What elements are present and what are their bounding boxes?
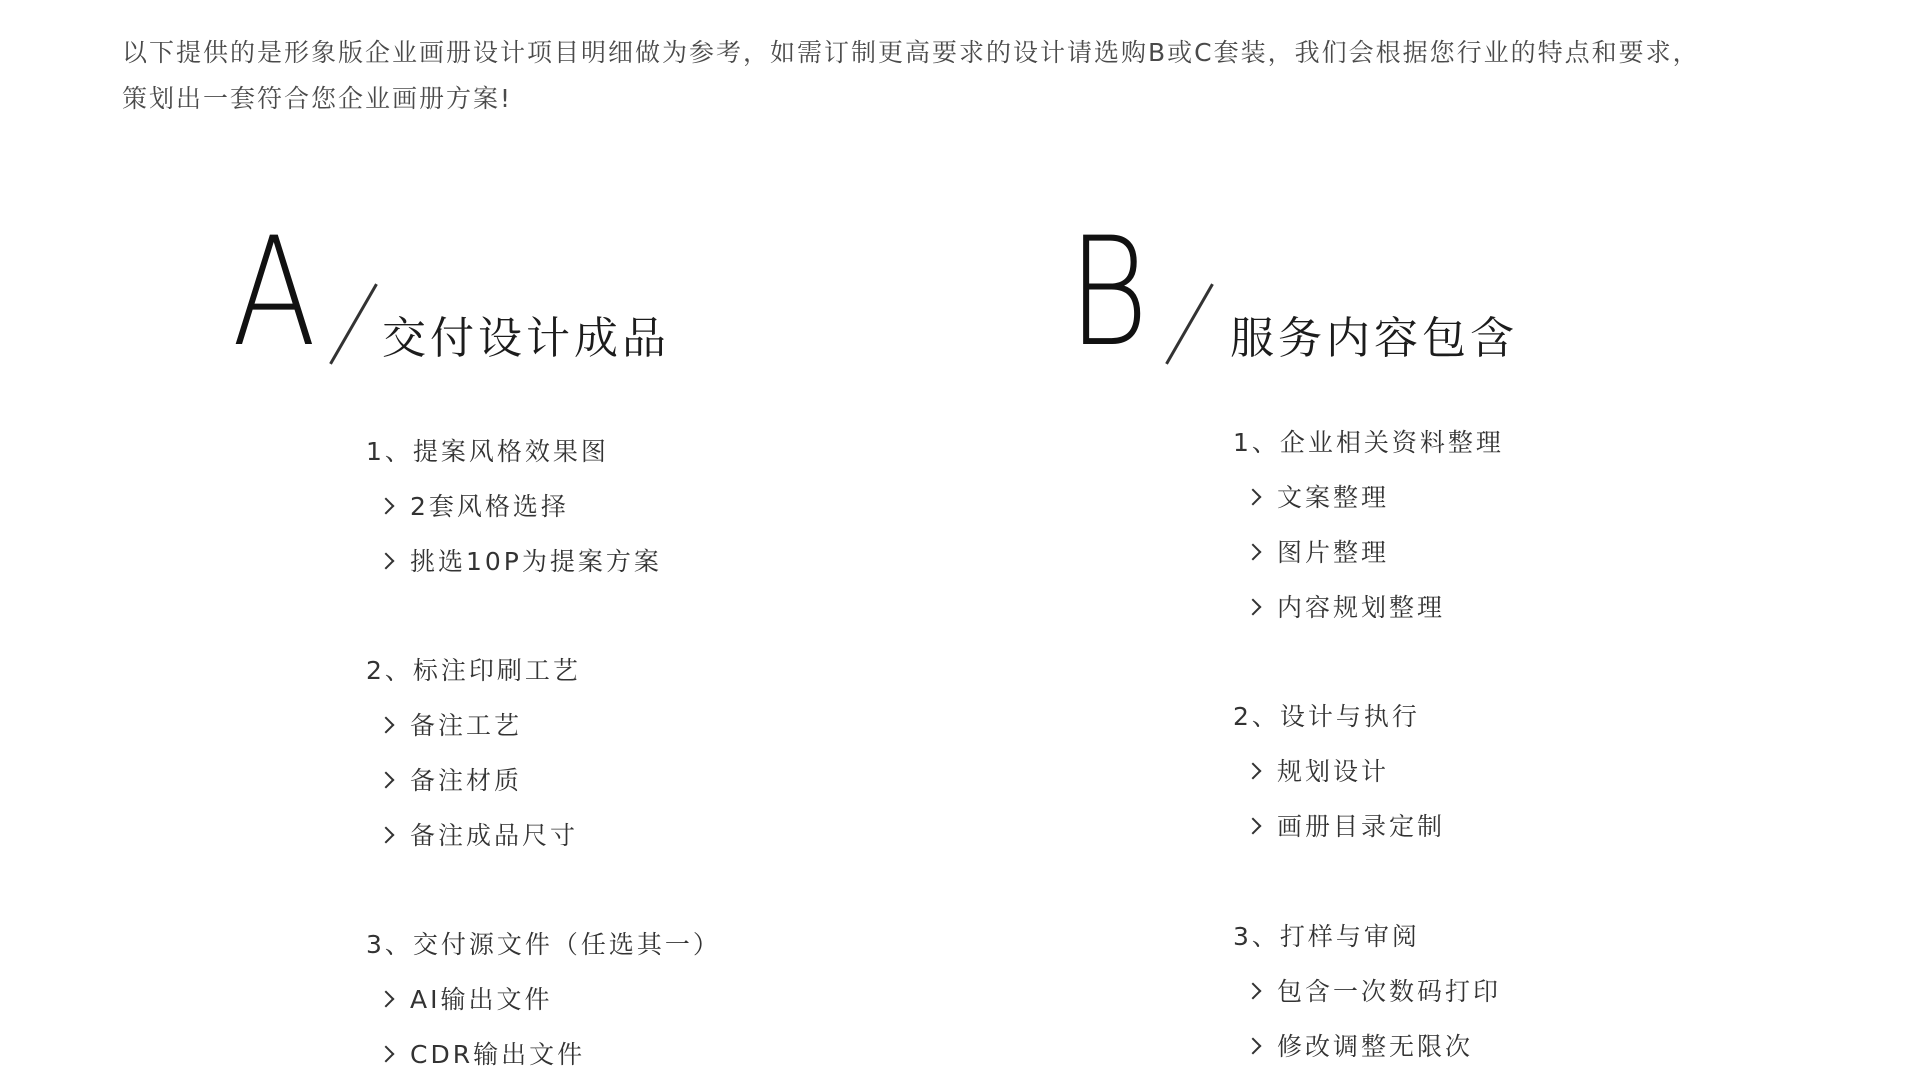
chevron-right-icon xyxy=(1245,763,1262,780)
list-item-label: 包含一次数码打印 xyxy=(1277,977,1502,1006)
chevron-right-icon xyxy=(1245,1038,1262,1055)
group-title: 2、标注印刷工艺 xyxy=(366,656,581,685)
section-b-title: 服务内容包含 xyxy=(1230,313,1518,364)
list-item-label: 文案整理 xyxy=(1277,483,1390,512)
list-item-label: 画册目录定制 xyxy=(1277,812,1446,841)
group-title: 3、交付源文件（任选其一） xyxy=(366,930,721,959)
section-b-letter: B xyxy=(1068,206,1149,380)
section-a-title: 交付设计成品 xyxy=(382,313,670,364)
list-item-label: 挑选10P为提案方案 xyxy=(410,547,662,576)
section-b-header xyxy=(1068,206,1588,380)
section-a-header xyxy=(232,206,752,380)
group-title: 3、打样与审阅 xyxy=(1233,922,1420,951)
intro-line-2: 策划出一套符合您企业画册方案! xyxy=(122,84,513,113)
slash-divider xyxy=(329,283,378,364)
list-item-label: CDR输出文件 xyxy=(410,1040,586,1069)
list-item-label: 修改调整无限次 xyxy=(1277,1032,1474,1061)
list-item-label: AI输出文件 xyxy=(410,985,553,1014)
chevron-right-icon xyxy=(378,553,395,570)
list-item-label: 图片整理 xyxy=(1277,538,1390,567)
group-title: 1、提案风格效果图 xyxy=(366,437,609,466)
chevron-right-icon xyxy=(378,772,395,789)
chevron-right-icon xyxy=(378,827,395,844)
list-item-label: 备注工艺 xyxy=(410,711,523,740)
slash-divider xyxy=(1165,283,1214,364)
intro-line-1: 以下提供的是形象版企业画册设计项目明细做为参考，如需订制更高要求的设计请选购B或C套装，我们会根据您行业的特点和要求， xyxy=(122,38,1700,67)
list-item-label: 内容规划整理 xyxy=(1277,593,1446,622)
chevron-right-icon xyxy=(1245,489,1262,506)
chevron-right-icon xyxy=(378,991,395,1008)
chevron-right-icon xyxy=(378,717,395,734)
chevron-right-icon xyxy=(1245,983,1262,1000)
list-item-label: 规划设计 xyxy=(1277,757,1390,786)
chevron-right-icon xyxy=(1245,544,1262,561)
section-a-letter: A xyxy=(232,206,317,380)
chevron-right-icon xyxy=(378,498,395,515)
group-title: 2、设计与执行 xyxy=(1233,702,1420,731)
intro-paragraph xyxy=(122,30,1822,122)
list-item-label: 2套风格选择 xyxy=(410,492,569,521)
chevron-right-icon xyxy=(1245,599,1262,616)
list-item-label: 备注成品尺寸 xyxy=(410,821,579,850)
chevron-right-icon xyxy=(1245,818,1262,835)
chevron-right-icon xyxy=(378,1046,395,1063)
group-title: 1、企业相关资料整理 xyxy=(1233,428,1504,457)
list-item-label: 备注材质 xyxy=(410,766,523,795)
